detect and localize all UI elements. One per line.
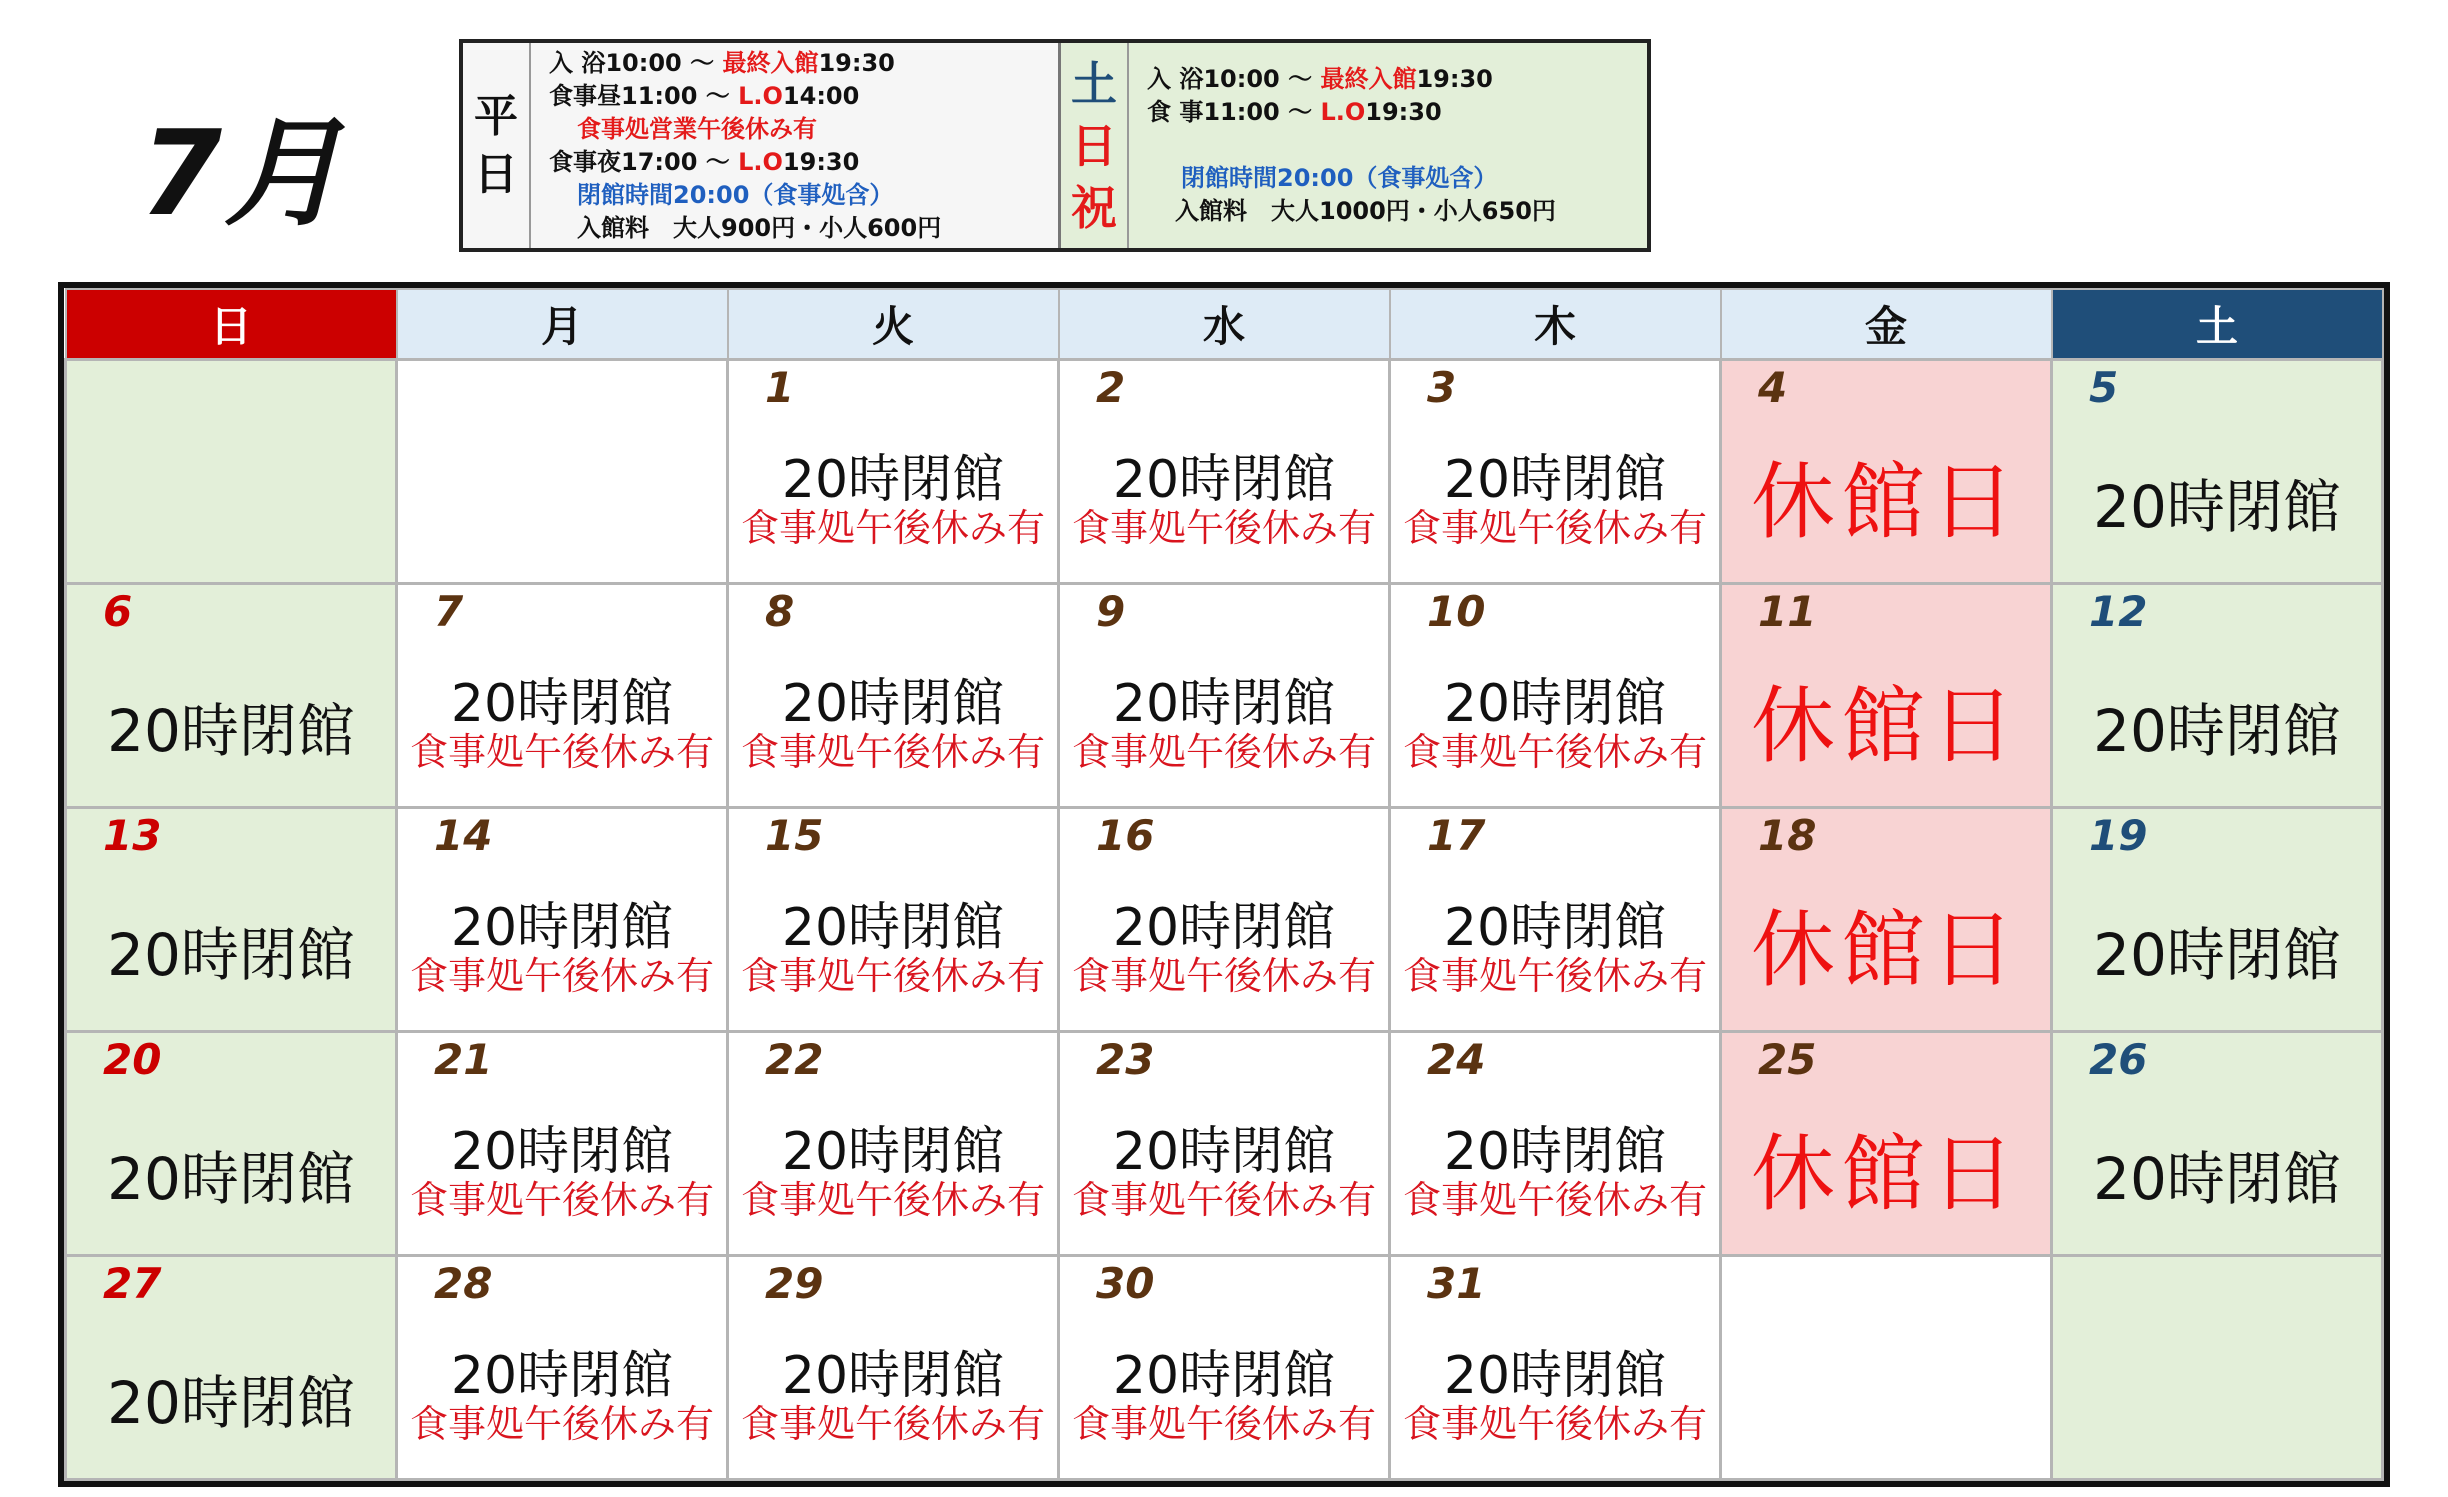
closing-time-label: 20時閉館 xyxy=(450,674,674,734)
day-cell xyxy=(1059,1032,1390,1256)
closing-time-label: 20時閉館 xyxy=(781,898,1005,958)
closing-time-label: 20時閉館 xyxy=(781,674,1005,734)
header-thursday: 木 xyxy=(1390,289,1721,360)
closing-time-label: 20時閉館 xyxy=(2093,1145,2341,1213)
weekday-label xyxy=(463,43,531,248)
calendar-week-row xyxy=(66,808,2383,1032)
closing-time-label: 20時閉館 xyxy=(2093,697,2341,765)
restaurant-break-note: 食事処午後休み有 xyxy=(1402,954,1707,998)
day-cell xyxy=(2052,360,2383,584)
day-cell xyxy=(1059,360,1390,584)
day-cell xyxy=(1721,1032,2052,1256)
day-cell xyxy=(1390,808,1721,1032)
weekday-bath-hours: 入 浴10:00 ～ 最終入館19:30 xyxy=(549,49,895,77)
closing-time-label: 20時閉館 xyxy=(107,697,355,765)
day-number: 16 xyxy=(1096,811,1155,860)
restaurant-break-note: 食事処午後休み有 xyxy=(409,1178,714,1222)
restaurant-break-note: 食事処午後休み有 xyxy=(740,1402,1045,1446)
closing-time-label: 20時閉館 xyxy=(450,898,674,958)
day-cell xyxy=(728,1256,1059,1480)
day-cell xyxy=(1059,808,1390,1032)
weekend-label-char: 土 xyxy=(1071,56,1117,111)
closing-time-label: 20時閉館 xyxy=(450,1122,674,1182)
restaurant-break-note: 食事処午後休み有 xyxy=(409,1402,714,1446)
day-cell xyxy=(66,584,397,808)
day-cell xyxy=(66,808,397,1032)
weekend-label-char: 日 xyxy=(1071,118,1117,173)
restaurant-break-note: 食事処午後休み有 xyxy=(409,954,714,998)
closed-day-label: 休館日 xyxy=(1750,453,2021,551)
day-number: 28 xyxy=(434,1259,493,1308)
header-wednesday: 水 xyxy=(1059,289,1390,360)
day-number: 8 xyxy=(765,587,795,636)
closing-time-label: 20時閉館 xyxy=(107,1145,355,1213)
day-number: 26 xyxy=(2089,1035,2148,1084)
day-number: 15 xyxy=(765,811,824,860)
day-cell xyxy=(728,808,1059,1032)
closing-time-label: 20時閉館 xyxy=(1112,674,1336,734)
calendar-week-row xyxy=(66,584,2383,808)
weekday-header-row xyxy=(66,289,2383,360)
closing-time-label: 20時閉館 xyxy=(781,450,1005,510)
day-number: 14 xyxy=(434,811,493,860)
header-saturday: 土 xyxy=(2052,289,2383,360)
day-number: 20 xyxy=(103,1035,162,1084)
closing-time-label: 20時閉館 xyxy=(2093,473,2341,541)
weekday-admission-fee: 入館料 大人900円・小人600円 xyxy=(577,214,942,242)
day-number: 24 xyxy=(1427,1035,1486,1084)
closing-time-label: 20時閉館 xyxy=(1443,450,1667,510)
day-number: 31 xyxy=(1427,1259,1486,1308)
restaurant-break-note: 食事処午後休み有 xyxy=(1402,730,1707,774)
weekday-lunch-hours: 食事昼11:00 ～ L.O14:00 xyxy=(549,82,860,110)
weekday-label-char: 平 xyxy=(474,90,518,142)
day-cell xyxy=(1059,1256,1390,1480)
day-number: 30 xyxy=(1096,1259,1155,1308)
closing-time-label: 20時閉館 xyxy=(107,1369,355,1437)
day-cell xyxy=(397,808,728,1032)
closing-time-label: 20時閉館 xyxy=(1112,450,1336,510)
day-cell xyxy=(1721,360,2052,584)
weekend-closing-time: 閉館時間20:00（食事処含） xyxy=(1181,164,1498,192)
restaurant-break-note: 食事処午後休み有 xyxy=(740,954,1045,998)
weekend-bath-hours: 入 浴10:00 ～ 最終入館19:30 xyxy=(1147,65,1493,93)
restaurant-break-note: 食事処午後休み有 xyxy=(1071,1178,1376,1222)
calendar-week-row xyxy=(66,1032,2383,1256)
day-cell xyxy=(1390,584,1721,808)
closing-time-label: 20時閉館 xyxy=(1443,1122,1667,1182)
day-number: 11 xyxy=(1758,587,1817,636)
closing-time-label: 20時閉館 xyxy=(2093,921,2341,989)
empty-day-cell xyxy=(397,360,728,584)
header-tuesday: 火 xyxy=(728,289,1059,360)
weekend-meal-hours: 食 事11:00 ～ L.O19:30 xyxy=(1147,98,1442,126)
day-cell xyxy=(66,1032,397,1256)
day-cell xyxy=(728,584,1059,808)
day-cell xyxy=(728,360,1059,584)
closed-day-label: 休館日 xyxy=(1750,901,2021,999)
weekend-hours xyxy=(1129,43,1647,248)
day-number: 12 xyxy=(2089,587,2148,636)
day-number: 22 xyxy=(765,1035,824,1084)
weekday-dinner-hours: 食事夜17:00 ～ L.O19:30 xyxy=(549,148,860,176)
day-cell xyxy=(397,1032,728,1256)
calendar-table xyxy=(64,288,2384,1481)
day-number: 25 xyxy=(1758,1035,1817,1084)
closed-day-label: 休館日 xyxy=(1750,677,2021,775)
restaurant-break-note: 食事処午後休み有 xyxy=(740,730,1045,774)
day-cell xyxy=(397,584,728,808)
weekday-restaurant-note: 食事処営業午後休み有 xyxy=(577,115,817,143)
day-number: 21 xyxy=(434,1035,493,1084)
day-cell xyxy=(397,1256,728,1480)
header-friday: 金 xyxy=(1721,289,2052,360)
day-number: 27 xyxy=(103,1259,162,1308)
day-cell xyxy=(1390,360,1721,584)
restaurant-break-note: 食事処午後休み有 xyxy=(409,730,714,774)
header-monday: 月 xyxy=(397,289,728,360)
weekday-closing-time: 閉館時間20:00（食事処含） xyxy=(577,181,894,209)
empty-day-cell xyxy=(1721,1256,2052,1480)
day-number: 10 xyxy=(1427,587,1486,636)
restaurant-break-note: 食事処午後休み有 xyxy=(1071,954,1376,998)
day-cell xyxy=(2052,584,2383,808)
day-number: 2 xyxy=(1096,363,1126,412)
empty-day-cell xyxy=(66,360,397,584)
closing-time-label: 20時閉館 xyxy=(1112,898,1336,958)
weekend-label xyxy=(1058,43,1129,248)
day-number: 9 xyxy=(1096,587,1126,636)
closing-time-label: 20時閉館 xyxy=(107,921,355,989)
weekday-hours xyxy=(531,43,1058,248)
closing-time-label: 20時閉館 xyxy=(1112,1122,1336,1182)
closing-time-label: 20時閉館 xyxy=(1443,1346,1667,1406)
day-number: 29 xyxy=(765,1259,824,1308)
day-number: 13 xyxy=(103,811,162,860)
day-number: 23 xyxy=(1096,1035,1155,1084)
closing-time-label: 20時閉館 xyxy=(781,1346,1005,1406)
day-cell xyxy=(2052,808,2383,1032)
restaurant-break-note: 食事処午後休み有 xyxy=(1071,730,1376,774)
day-number: 5 xyxy=(2089,363,2119,412)
closing-time-label: 20時閉館 xyxy=(781,1122,1005,1182)
day-cell xyxy=(1721,808,2052,1032)
restaurant-break-note: 食事処午後休み有 xyxy=(740,1178,1045,1222)
closed-day-label: 休館日 xyxy=(1750,1125,2021,1223)
restaurant-break-note: 食事処午後休み有 xyxy=(1071,506,1376,550)
restaurant-break-note: 食事処午後休み有 xyxy=(1071,1402,1376,1446)
day-cell xyxy=(66,1256,397,1480)
day-number: 17 xyxy=(1427,811,1486,860)
closing-time-label: 20時閉館 xyxy=(450,1346,674,1406)
empty-day-cell xyxy=(2052,1256,2383,1480)
weekend-admission-fee: 入館料 大人1000円・小人650円 xyxy=(1175,197,1556,225)
hours-info-box xyxy=(459,39,1651,252)
day-number: 1 xyxy=(765,363,795,412)
closing-time-label: 20時閉館 xyxy=(1443,674,1667,734)
day-cell xyxy=(2052,1032,2383,1256)
day-number: 3 xyxy=(1427,363,1457,412)
weekday-label-char: 日 xyxy=(474,148,518,200)
calendar xyxy=(58,282,2390,1487)
day-cell xyxy=(1390,1032,1721,1256)
calendar-week-row xyxy=(66,1256,2383,1480)
weekend-label-char: 祝 xyxy=(1071,180,1117,235)
day-number: 19 xyxy=(2089,811,2148,860)
day-number: 4 xyxy=(1758,363,1788,412)
day-cell xyxy=(1390,1256,1721,1480)
closing-time-label: 20時閉館 xyxy=(1443,898,1667,958)
restaurant-break-note: 食事処午後休み有 xyxy=(740,506,1045,550)
day-number: 18 xyxy=(1758,811,1817,860)
restaurant-break-note: 食事処午後休み有 xyxy=(1402,1178,1707,1222)
day-number: 6 xyxy=(103,587,133,636)
restaurant-break-note: 食事処午後休み有 xyxy=(1402,506,1707,550)
day-cell xyxy=(1059,584,1390,808)
day-number: 7 xyxy=(434,587,464,636)
day-cell xyxy=(728,1032,1059,1256)
restaurant-break-note: 食事処午後休み有 xyxy=(1402,1402,1707,1446)
closing-time-label: 20時閉館 xyxy=(1112,1346,1336,1406)
day-cell xyxy=(1721,584,2052,808)
header-sunday: 日 xyxy=(66,289,397,360)
month-title: 7月 xyxy=(140,104,345,242)
calendar-week-row xyxy=(66,360,2383,584)
